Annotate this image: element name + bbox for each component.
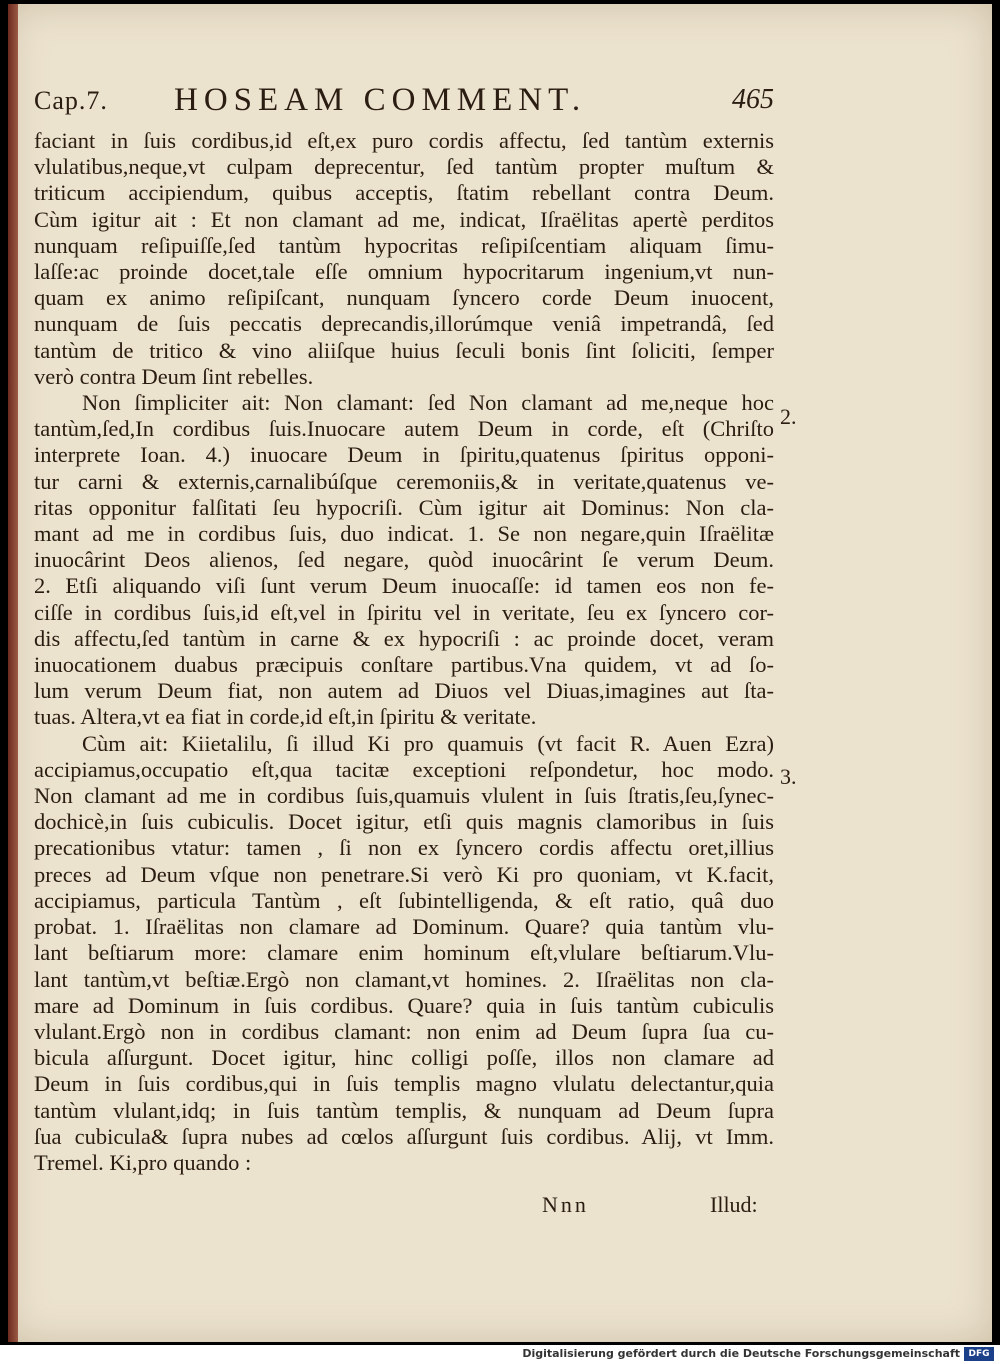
margin-note-2: 2. — [780, 404, 797, 429]
text-line: verò contra Deum ſint rebelles. — [34, 363, 314, 389]
dfg-logo: DFG — [964, 1347, 994, 1361]
text-line: probat. 1. Iſraëlitas non clamare ad Dominum. Quare? quia tantùm vlu- — [34, 914, 774, 940]
text-line: tuas. Altera,vt ea fiat in corde,id eſt,in ſpiritu & veritate. — [34, 704, 537, 730]
text-line: laſſe:ac proinde docet,tale eſſe omnium hypocritarum ingenium,vt nun- — [34, 259, 774, 285]
text-line: Cùm igitur ait : Et non clamant ad me, indicat, Iſraëlitas apertè perditos — [34, 206, 774, 232]
chapter-label: Cap.7. — [34, 86, 108, 115]
text-line: interprete Ioan. 4.) inuocare Deum in ſpiritu,quatenus ſpiritus opponi- — [34, 442, 774, 468]
text-line: accipiamus,occupatio eſt,qua tacitæ exceptioni reſpondetur, hoc modo. — [34, 756, 774, 782]
text-line: mare ad Dominum in ſuis cordibus. Quare? quia in ſuis tantùm cubiculis — [34, 992, 774, 1018]
text-line: nunquam reſipuiſſe,ſed tantùm hypocritas reſipiſcentiam aliquam ſimu- — [34, 232, 774, 258]
text-line: tantùm de tritico & vino aliiſque huius ſeculi bonis ſint ſoliciti, ſemper — [34, 337, 774, 363]
funding-notice: Digitalisierung gefördert durch die Deutsche Forschungsgemeinschaft — [522, 1347, 960, 1360]
text-line: dis affectu,ſed tantùm in carne & ex hypocriſi : ac proinde docet, veram — [34, 625, 774, 651]
running-header — [34, 82, 774, 122]
running-title: HOSEAM COMMENT. — [174, 82, 587, 118]
text-line: Cùm ait: Kiietalilu, ſi illud Ki pro quamuis (vt facit R. Auen Ezra) — [82, 730, 774, 756]
text-line: tur carni & externis,carnalibúſque ceremoniis,& in veritate,quatenus ve- — [34, 468, 774, 494]
text-line: vlulatibus,neque,vt culpam deprecentur, ſed tantùm propter muſtum & — [34, 154, 774, 180]
text-line: Deum in ſuis cordibus,qui in ſuis templis magno vlulatu delectantur,quia — [34, 1071, 774, 1097]
text-line: ſua cubicula& ſupra nubes ad cœlos aſſurgunt ſuis cordibus. Alij, vt Imm. — [34, 1123, 774, 1149]
text-line: dochicè,in ſuis cubiculis. Docet igitur, etſi quis magnis clamoribus in ſuis — [34, 809, 774, 835]
text-line: ciſſe in cordibus ſuis,id eſt,vel in ſpiritu vel in veritate, ſeu ex ſyncero cor- — [34, 599, 774, 625]
page-number: 465 — [732, 84, 774, 115]
text-line: inuocationem duabus præcipuis conſtare partibus.Vna quidem, vt ad ſo- — [34, 652, 774, 678]
signature-mark: Nnn — [542, 1192, 589, 1217]
text-line: triticum accipiendum, quibus acceptis, ſtatim rebellant contra Deum. — [34, 180, 774, 206]
text-line: faciant in ſuis cordibus,id eſt,ex puro cordis affectu, ſed tantùm externis — [34, 128, 774, 153]
body-text — [34, 128, 774, 1176]
catchword: Illud: — [710, 1192, 758, 1217]
text-line: tantùm vlulant,idq; in ſuis tantùm templis, & nunquam ad Deum ſupra — [34, 1097, 774, 1123]
margin-note-3: 3. — [780, 764, 797, 789]
text-line: vlulant.Ergò non in cordibus clamant: non enim ad Deum ſupra ſua cu- — [34, 1018, 774, 1044]
text-line: bicula aſſurgunt. Docet igitur, hinc colligi poſſe, illos non clamare ad — [34, 1045, 774, 1071]
text-line: accipiamus, particula Tantùm , eſt ſubintelligenda, & eſt ratio, quâ duo — [34, 887, 774, 913]
text-line: ritas opponitur falſitati ſeu hypocriſi. Cùm igitur ait Dominus: Non cla- — [34, 494, 774, 520]
text-line: Non clamant ad me in cordibus ſuis,quamuis vlulent in ſuis ſtratis,ſeu,ſynec- — [34, 783, 774, 809]
text-line: preces ad Deum vſque non penetrare.Si verò Ki pro quoniam, vt K.facit, — [34, 861, 774, 887]
text-line: 2. Etſi aliquando viſi ſunt verum Deum inuocaſſe: id tamen eos non fe- — [34, 573, 774, 599]
text-line: lant beſtiarum more: clamare enim hominum eſt,vlulare beſtiarum.Vlu- — [34, 940, 774, 966]
text-line: nunquam de ſuis peccatis deprecandis,illorúmque veniâ impetrandâ, ſed — [34, 311, 774, 337]
text-line: quam ex animo reſipiſcant, nunquam ſyncero corde Deum inuocent, — [34, 285, 774, 311]
text-line: lum verum Deum fiat, non autem ad Diuos vel Diuas,imagines aut ſta- — [34, 678, 774, 704]
text-line: lant tantùm,vt beſtiæ.Ergò non clamant,vt homines. 2. Iſraëlitas non cla- — [34, 966, 774, 992]
text-line: mant ad me in cordibus ſuis, duo indicat. 1. Se non negare,quin Iſraëlitæ — [34, 521, 774, 547]
text-line: tantùm,ſed,In cordibus ſuis.Inuocare autem Deum in corde, eſt (Chriſto — [34, 416, 774, 442]
text-line: Non ſimpliciter ait: Non clamant: ſed Non clamant ad me,neque hoc — [82, 390, 774, 416]
footer-bar — [0, 1345, 1000, 1364]
text-line: precationibus vtatur: tamen , ſi non ex ſyncero cordis affectu oret,illius — [34, 835, 774, 861]
text-line: inuocârint Deos alienos, ſed negare, quòd inuocârint ſe verum Deum. — [34, 547, 774, 573]
text-line: Tremel. Ki,pro quando : — [34, 1149, 252, 1175]
page-binding-edge — [8, 4, 18, 1342]
